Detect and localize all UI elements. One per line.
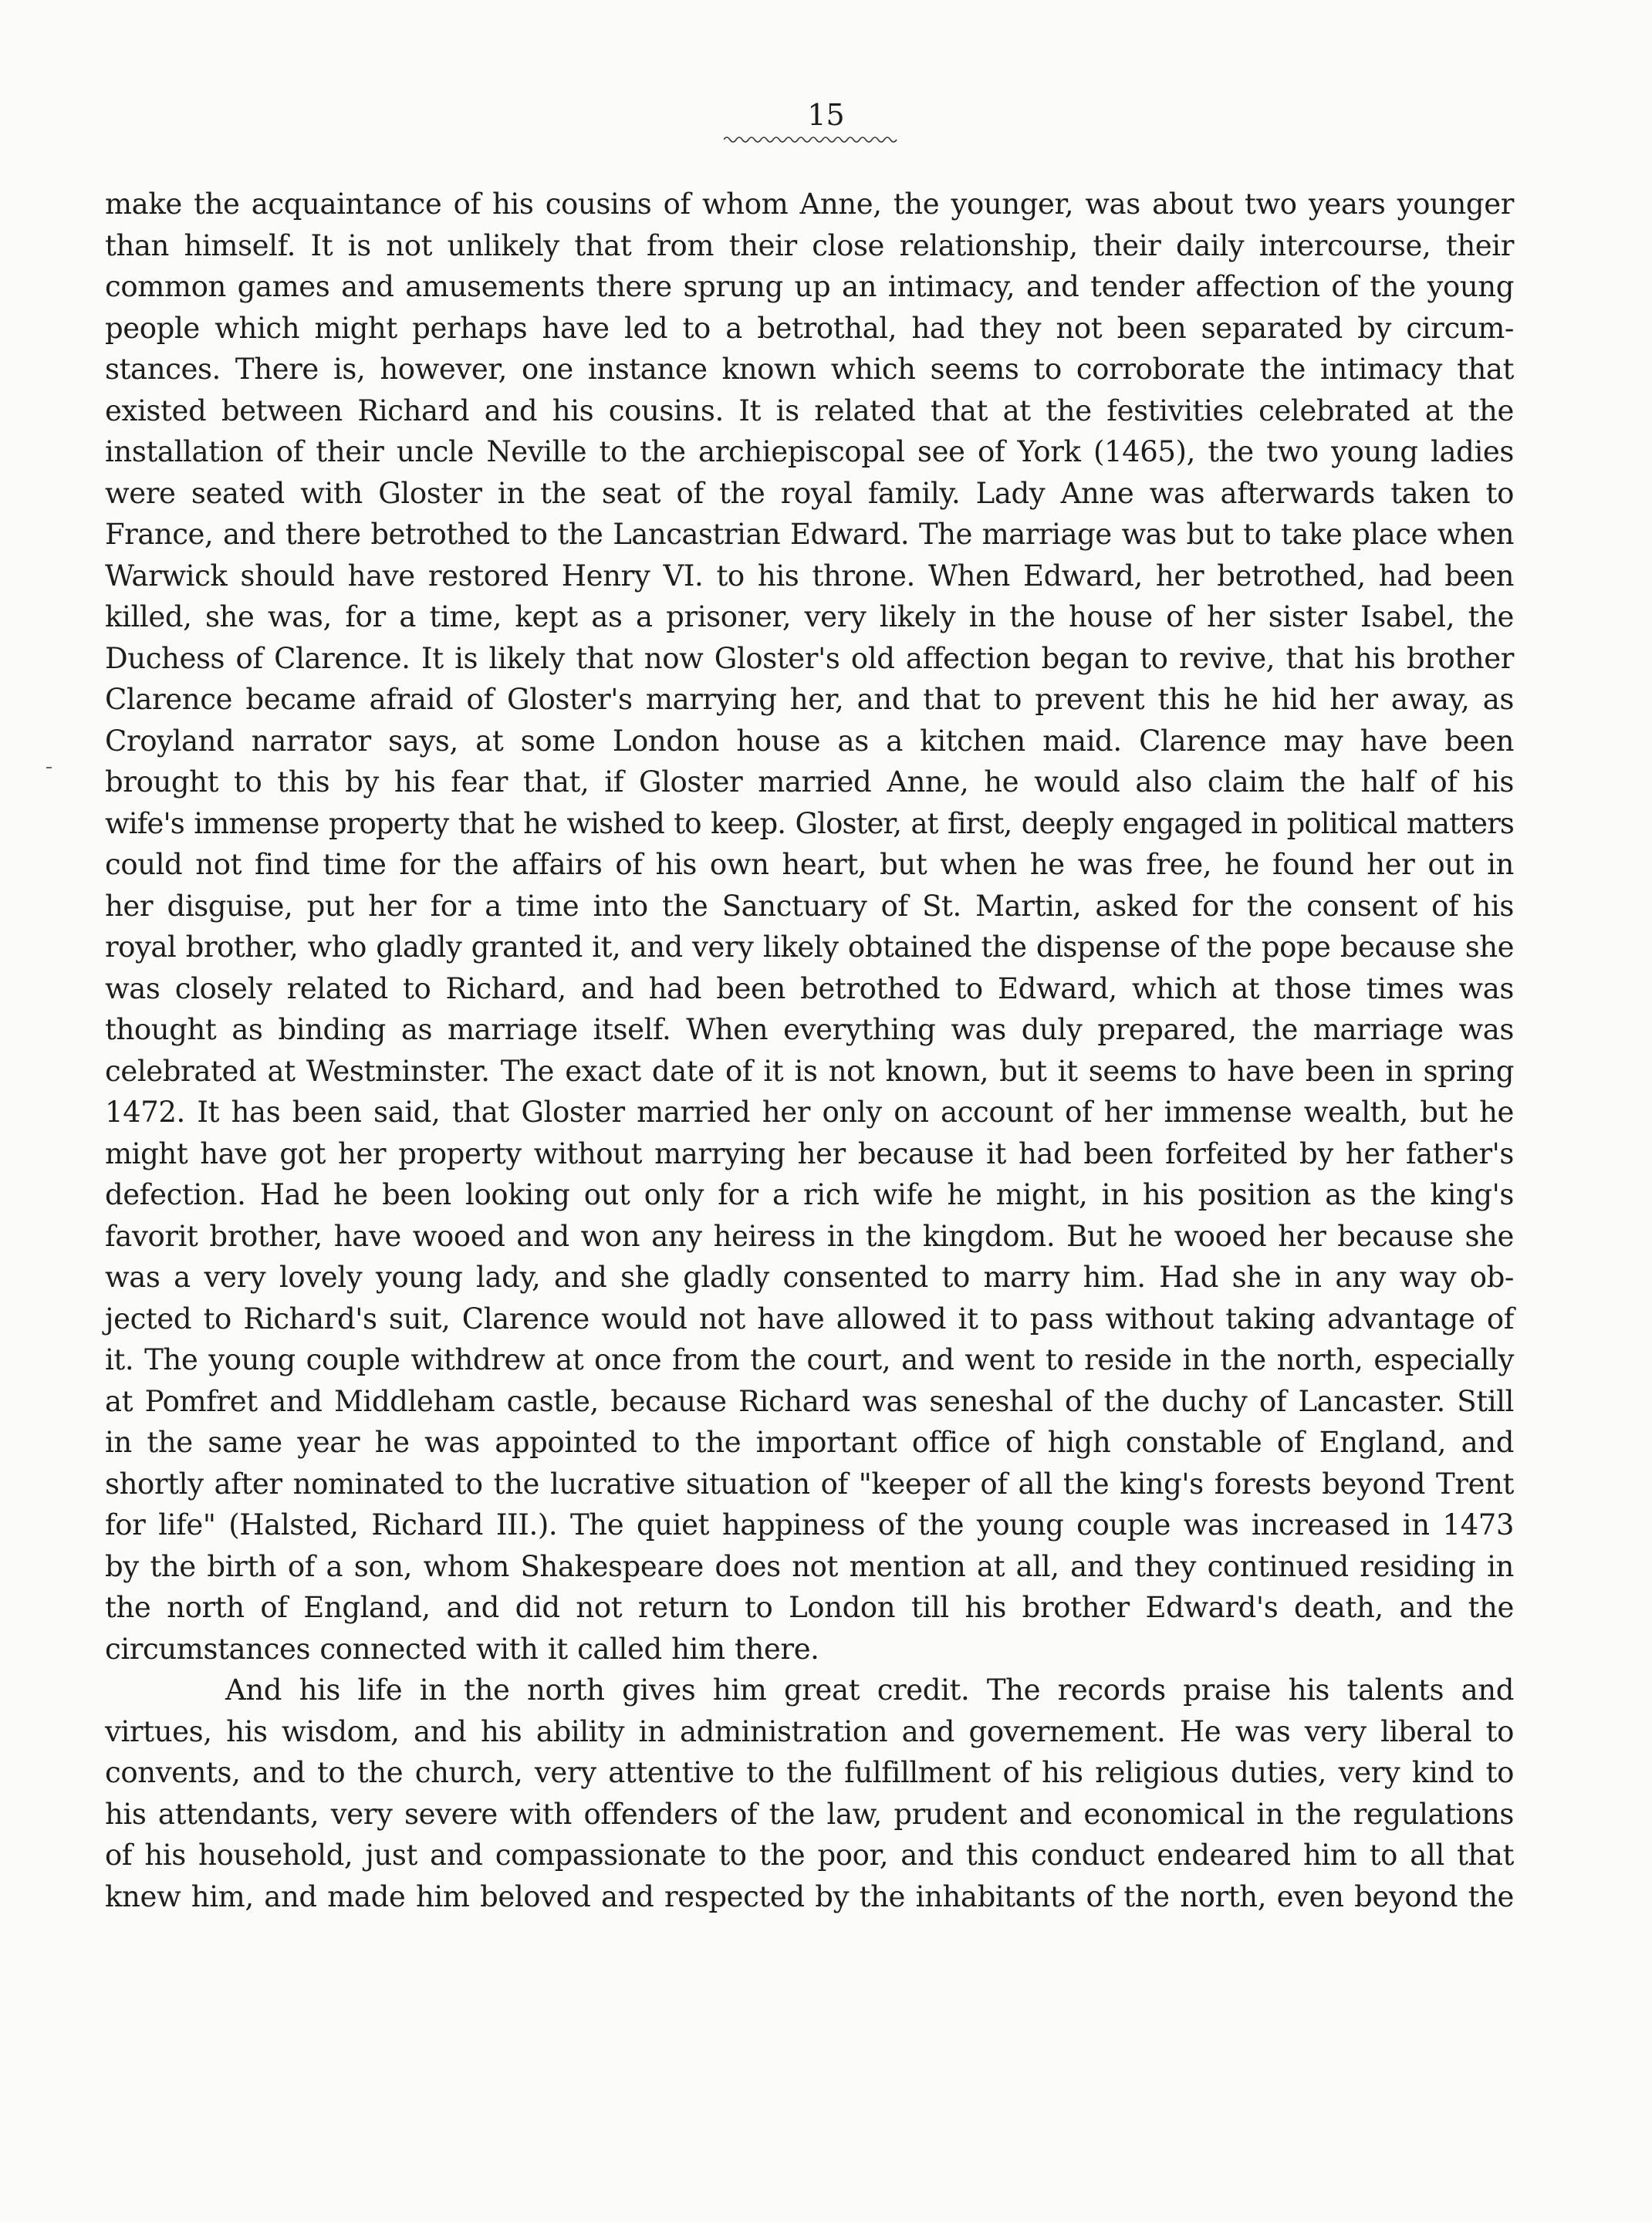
text-line: circumstances connected with it called him there.: [105, 1632, 819, 1666]
text-line: was a very lovely young lady, and she gladly consented to marry him. Had she in any way ob-: [105, 1261, 1514, 1294]
text-line: existed between Richard and his cousins. It is related that at the festivities celebrated at the: [105, 393, 1514, 427]
text-line: 1472. It has been said, that Gloster married her only on account of her immense wealth, but he: [105, 1096, 1514, 1129]
text-line: common games and amusements there sprung up an intimacy, and tender affection of the young: [105, 270, 1514, 303]
wavy-rule-ornament: [724, 133, 898, 147]
text-line: brought to this by his fear that, if Gloster married Anne, he would also claim the half of his: [105, 765, 1514, 799]
text-line: stances. There is, however, one instance known which seems to corroborate the intimacy that: [105, 353, 1514, 386]
text-line: make the acquaintance of his cousins of whom Anne, the younger, was about two years younger: [105, 187, 1514, 221]
text-line: royal brother, who gladly granted it, and very likely obtained the dispense of the pope because she: [105, 930, 1514, 964]
text-line: And his life in the north gives him great credit. The records praise his talents and: [225, 1673, 1514, 1707]
margin-speck: [46, 767, 52, 768]
text-line: favorit brother, have wooed and won any heiress in the kingdom. But he wooed her because she: [105, 1219, 1514, 1253]
text-line: defection. Had he been looking out only for a rich wife he might, in his position as the king's: [105, 1178, 1514, 1211]
text-line: virtues, his wisdom, and his ability in administration and governement. He was very liberal to: [105, 1714, 1514, 1748]
text-line: people which might perhaps have led to a betrothal, had they not been separated by circum-: [105, 311, 1514, 345]
text-line: it. The young couple withdrew at once from the court, and went to reside in the north, especially: [105, 1343, 1514, 1376]
text-line: Croyland narrator says, at some London house as a kitchen maid. Clarence may have been: [105, 724, 1514, 758]
text-line: was closely related to Richard, and had been betrothed to Edward, which at those times was: [105, 971, 1514, 1005]
text-line: shortly after nominated to the lucrative situation of "keeper of all the king's forests beyond Trent: [105, 1467, 1514, 1501]
text-line: Duchess of Clarence. It is likely that now Gloster's old affection began to revive, that his brother: [105, 641, 1514, 675]
text-line: killed, she was, for a time, kept as a prisoner, very likely in the house of her sister Isabel, the: [105, 600, 1514, 633]
text-line: could not find time for the affairs of his own heart, but when he was free, he found her out in: [105, 848, 1514, 881]
page-number: 15: [807, 98, 845, 132]
text-line: wife's immense property that he wished to keep. Gloster, at first, deeply engaged in political matters: [105, 806, 1514, 840]
text-line: for life" (Halsted, Richard III.). The quiet happiness of the young couple was increased in 1473: [105, 1508, 1514, 1542]
text-line: Clarence became afraid of Gloster's marrying her, and that to prevent this he hid her away, as: [105, 683, 1514, 716]
paragraph: [105, 1670, 1514, 1917]
text-line: Warwick should have restored Henry VI. to his throne. When Edward, her betrothed, had been: [105, 559, 1514, 593]
text-line: installation of their uncle Neville to the archiepiscopal see of York (1465), the two young ladies: [105, 435, 1514, 468]
paragraph: [105, 184, 1514, 1670]
text-line: of his household, just and compassionate to the poor, and this conduct endeared him to all that: [105, 1839, 1514, 1872]
text-line: might have got her property without marrying her because it had been forfeited by her father's: [105, 1136, 1514, 1170]
text-line: celebrated at Westminster. The exact date of it is not known, but it seems to have been in spring: [105, 1054, 1514, 1088]
text-line: thought as binding as marriage itself. When everything was duly prepared, the marriage was: [105, 1013, 1514, 1046]
text-line: at Pomfret and Middleham castle, because Richard was seneshal of the duchy of Lancaster. Still: [105, 1384, 1514, 1418]
text-line: his attendants, very severe with offenders of the law, prudent and economical in the regulations: [105, 1797, 1514, 1831]
text-line: France, and there betrothed to the Lancastrian Edward. The marriage was but to take place when: [105, 518, 1514, 551]
body-text: [105, 184, 1514, 1917]
text-line: knew him, and made him beloved and respected by the inhabitants of the north, even beyond the: [105, 1879, 1514, 1913]
text-line: jected to Richard's suit, Clarence would not have allowed it to pass without taking advantage of: [105, 1302, 1514, 1336]
text-line: by the birth of a son, whom Shakespeare does not mention at all, and they continued residing in: [105, 1549, 1514, 1583]
text-line: the north of England, and did not return to London till his brother Edward's death, and the: [105, 1591, 1514, 1624]
text-line: than himself. It is not unlikely that from their close relationship, their daily intercourse, their: [105, 228, 1514, 262]
text-line: her disguise, put her for a time into the Sanctuary of St. Martin, asked for the consent of his: [105, 889, 1514, 923]
text-line: in the same year he was appointed to the important office of high constable of England, and: [105, 1426, 1514, 1459]
text-line: were seated with Gloster in the seat of the royal family. Lady Anne was afterwards taken to: [105, 476, 1514, 510]
text-line: convents, and to the church, very attentive to the fulfillment of his religious duties, very kind to: [105, 1756, 1514, 1789]
